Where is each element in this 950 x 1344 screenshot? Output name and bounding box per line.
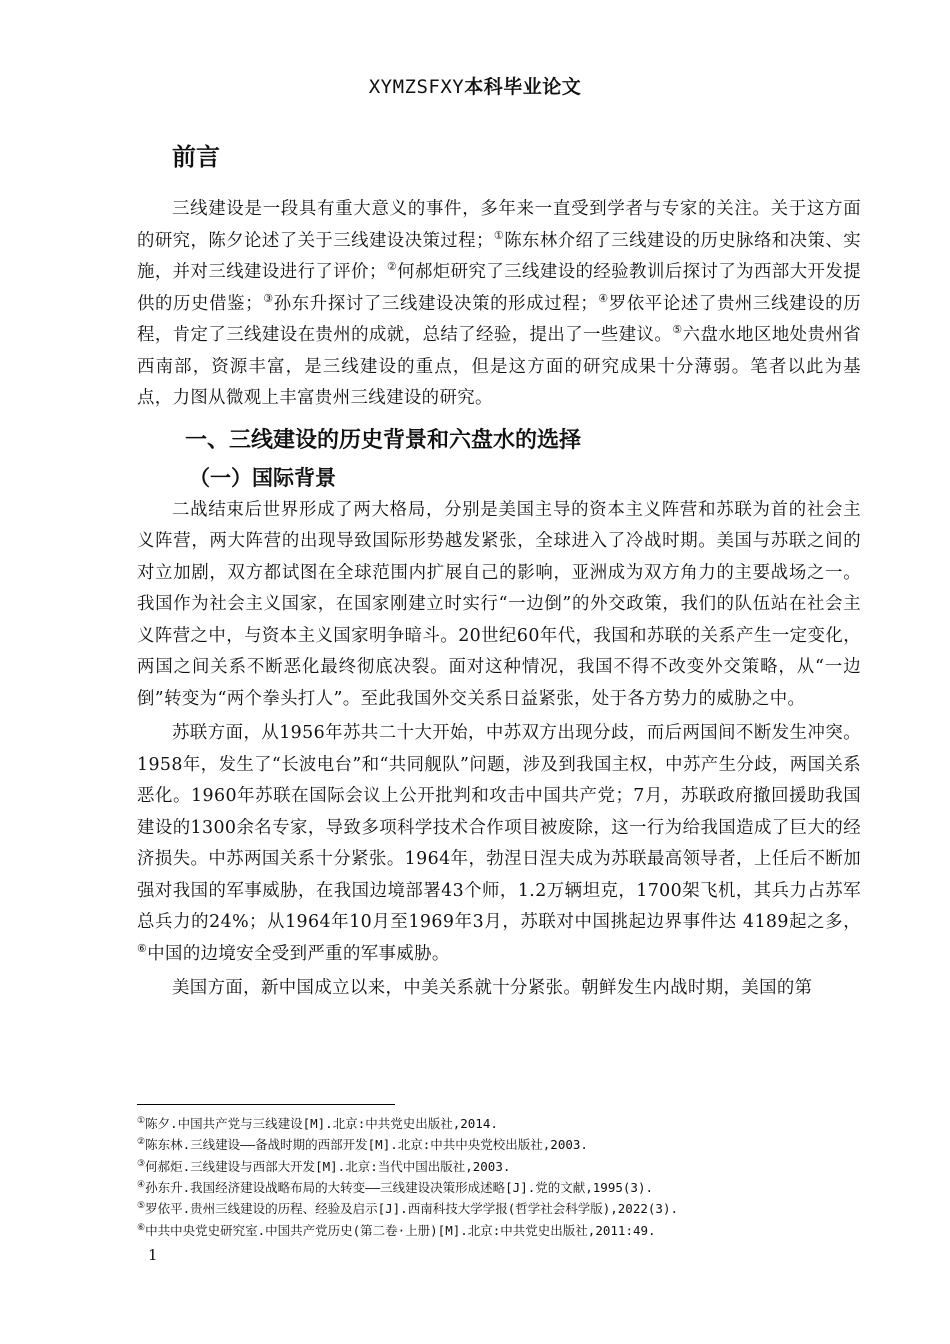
- preface-sentence-5: 罗依平论述了贵州三线建设的历程，肯定了三线建设在贵州的成就，总结了经验，提出了一些建议。: [137, 293, 862, 345]
- footnote-ref-1[interactable]: ①: [493, 228, 505, 242]
- subsection-heading: （一）国际背景: [189, 465, 336, 490]
- footnote-mark: ④: [137, 1180, 146, 1191]
- footnote-ref-5[interactable]: ⑤: [672, 323, 683, 337]
- footnote-ref-4[interactable]: ④: [598, 291, 609, 305]
- footnote-item: [137, 1197, 897, 1218]
- preface-sentence-4: 孙东升探讨了三线建设决策的形成过程；: [273, 293, 599, 314]
- preface-sentence-3: 何郝炬研究了三线建设的经验教训后探讨了为西部大开发提供的历史借鉴；: [137, 262, 862, 314]
- soviet-text-end: 中国的边境安全受到严重的军事威胁。: [147, 943, 450, 964]
- footnote-ref-6[interactable]: ⑥: [137, 941, 148, 955]
- footnote-text: 陈夕.中国共产党与三线建设[M].北京:中共党史出版社,2014.: [145, 1116, 498, 1132]
- footnote-text: 中共中央党史研究室.中国共产党历史(第二卷·上册)[M].北京:中共党史出版社,2011:49.: [145, 1222, 656, 1238]
- footnote-ref-3[interactable]: ③: [262, 291, 274, 305]
- footnote-mark: ②: [137, 1137, 146, 1148]
- footnote-item: [137, 1155, 897, 1176]
- running-header: [0, 72, 950, 99]
- preface-sentence-6: 六盘水地区地处贵州省西南部，资源丰富，是三线建设的重点，但是这方面的研究成果十分薄弱。笔者以此为基点，力图从微观上丰富贵州三线建设的研究。: [137, 325, 861, 408]
- header-title: 本科毕业论文: [464, 76, 582, 98]
- header-latin: XYMZSFXY: [368, 76, 465, 98]
- preface-sentence-1: 三线建设是一段具有重大意义的事件，多年来一直受到学者与专家的关注。关于这方面的研究，陈夕论述了关于三线建设决策过程；: [137, 199, 861, 251]
- footnotes: [137, 1112, 897, 1240]
- footnote-text: 孙东升.我国经济建设战略布局的大转变——三线建设决策形成述略[J].党的文献,1995(3).: [145, 1180, 653, 1196]
- footnote-text: 何郝炬.三线建设与西部大开发[M].北京:当代中国出版社,2003.: [145, 1158, 511, 1174]
- footnote-mark: ⑥: [137, 1222, 146, 1233]
- page-number: 1: [148, 1246, 158, 1264]
- preface-heading: 前言: [172, 143, 220, 171]
- footnote-mark: ①: [137, 1116, 146, 1126]
- footnote-item: [137, 1176, 897, 1197]
- footnote-item: [137, 1133, 897, 1154]
- footnote-mark: ⑤: [137, 1201, 146, 1212]
- footnote-separator: [137, 1104, 395, 1105]
- footnote-text: 陈东林.三线建设——备战时期的西部开发[M].北京:中共中央党校出版社,2003.: [145, 1137, 588, 1153]
- footnote-mark: ③: [137, 1158, 146, 1169]
- preface-paragraph: [137, 194, 861, 415]
- main-content: [137, 138, 861, 1005]
- body-paragraph-international: 二战结束后世界形成了两大格局，分别是美国主导的资本主义阵营和苏联为首的社会主义阵营，两大阵营的出现导致国际形势越发紧张，全球进入了冷战时期。美国与苏联之间的对立加剧，双方都试图在全球范围内扩展自己的影响，亚洲成为双方角力的主要战场之一。我国作为社会主义国家，在国家刚建立时实行“一边倒”的外交政策，我们的队伍站在社会主义阵营之中，与资本主义国家明争暗斗。20世纪60年代，我国和苏联的关系产生一定变化，两国之间关系不断恶化最终彻底决裂。面对这种情况，我国不得不改变外交策略，从“一边倒”转变为“两个拳头打人”。至此我国外交关系日益紧张，处于各方势力的威胁之中。: [137, 499, 861, 709]
- footnote-text: 罗依平.贵州三线建设的历程、经验及启示[J].西南科技大学学报(哲学社会科学版),2022(3).: [145, 1201, 678, 1217]
- soviet-text: 苏联方面，从1956年苏共二十大开始，中苏双方出现分歧，而后两国间不断发生冲突。1958年，发生了“长波电台”和“共同舰队”问题，涉及到我国主权，中苏产生分歧，两国关系恶化。1960年苏联在国际会议上公开批判和攻击中国共产党；7月，苏联政府撤回援助我国建设的1300余名专家，导致多项科学技术合作项目被废除，这一行为给我国造成了巨大的经济损失。中苏两国关系十分紧张。1964年，勃涅日涅夫成为苏联最高领导者，上任后不断加强对我国的军事威胁，在我国边境部署43个师，1.2万辆坦克，1700架飞机，其兵力占苏军总兵力的24%；从1964年10月至1969年3月，苏联对中国挑起边界事件达 4189起之多，: [137, 723, 861, 932]
- body-paragraph-usa: 美国方面，新中国成立以来，中美关系就十分紧张。朝鲜发生内战时期，美国的第: [172, 978, 813, 998]
- body-paragraph-soviet: [137, 718, 861, 970]
- preface-sentence-2: 陈东林介绍了三线建设的历史脉络和决策、实施，并对三线建设进行了评价；: [137, 230, 861, 282]
- footnote-item: [137, 1219, 897, 1240]
- section-heading: 一、三线建设的历史背景和六盘水的选择: [185, 427, 582, 453]
- footnote-ref-2[interactable]: ②: [386, 260, 398, 274]
- footnote-item: [137, 1112, 897, 1133]
